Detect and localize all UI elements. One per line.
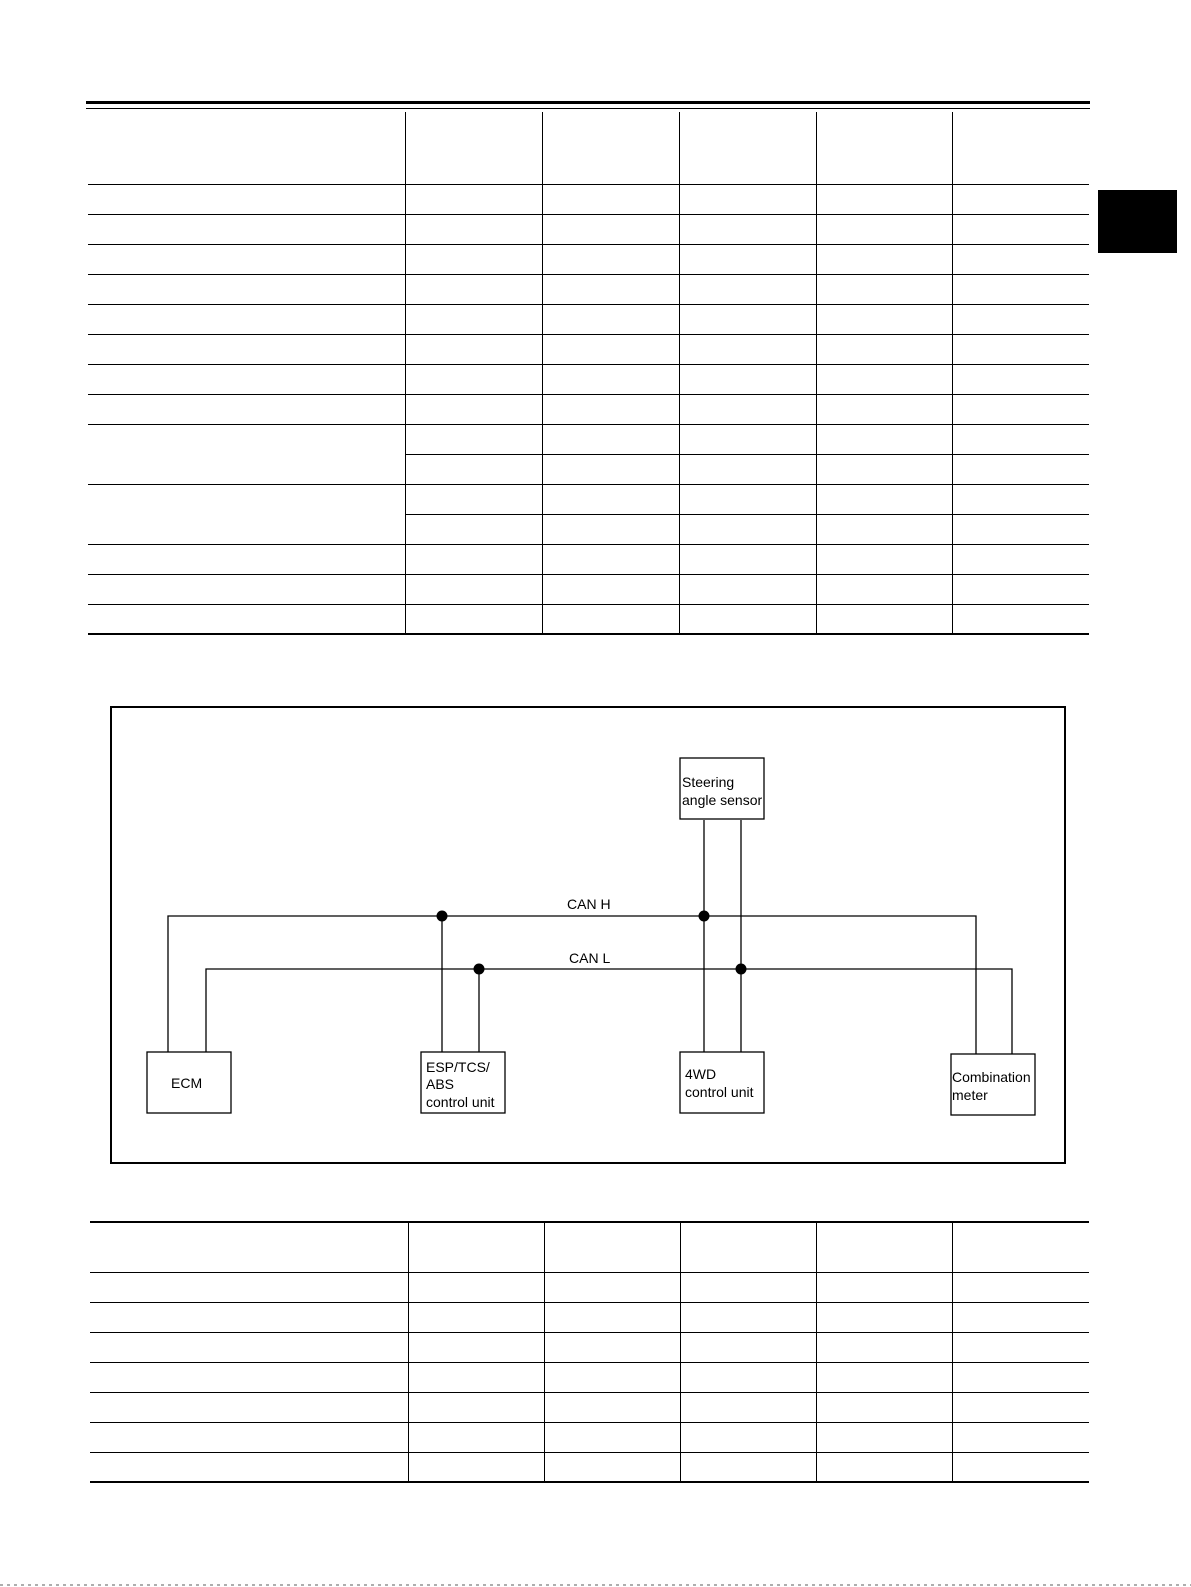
table-cell — [544, 1392, 680, 1422]
table-cell — [405, 484, 542, 514]
table-cell — [542, 574, 679, 604]
table-cell — [408, 1452, 544, 1482]
table-cell — [816, 304, 952, 334]
table-cell — [952, 184, 1089, 214]
table-cell — [679, 574, 816, 604]
table-row — [88, 304, 1089, 334]
table-row — [88, 604, 1089, 634]
table-cell — [952, 1362, 1089, 1392]
table-header-row — [88, 112, 1089, 184]
table-cell — [88, 304, 405, 334]
table-cell — [816, 112, 952, 184]
table-cell — [952, 424, 1089, 454]
table-cell — [405, 214, 542, 244]
table-cell — [816, 1272, 952, 1302]
can-l-label: CAN L — [569, 950, 611, 966]
table-cell — [816, 1222, 952, 1272]
table-row — [88, 574, 1089, 604]
table-cell — [816, 1362, 952, 1392]
table-cell — [408, 1222, 544, 1272]
table-cell — [405, 304, 542, 334]
table-cell — [679, 304, 816, 334]
table-cell — [816, 184, 952, 214]
table-cell — [88, 574, 405, 604]
table-cell-merged — [88, 484, 405, 544]
can-h-wire — [168, 916, 976, 1054]
table-cell — [542, 184, 679, 214]
table-cell-merged — [88, 424, 405, 484]
table-row — [88, 364, 1089, 394]
table-cell — [680, 1422, 816, 1452]
table-cell — [542, 364, 679, 394]
table-cell — [952, 214, 1089, 244]
table-cell — [816, 574, 952, 604]
table-row — [88, 484, 1089, 514]
can-wiring-svg — [112, 708, 1068, 1166]
table-cell — [680, 1452, 816, 1482]
table-cell — [542, 112, 679, 184]
table-cell — [405, 244, 542, 274]
table-cell — [679, 334, 816, 364]
4wd-label-line2: control unit — [685, 1084, 754, 1100]
splice-point — [736, 964, 747, 975]
table-row — [90, 1422, 1089, 1452]
table-cell — [952, 604, 1089, 634]
table-cell — [816, 334, 952, 364]
table-cell — [680, 1332, 816, 1362]
table-cell — [679, 454, 816, 484]
table-row — [90, 1272, 1089, 1302]
table-cell — [405, 394, 542, 424]
top-rule — [86, 101, 1090, 104]
table-cell — [679, 604, 816, 634]
table-cell — [405, 274, 542, 304]
table-row — [90, 1452, 1089, 1482]
table-cell — [679, 184, 816, 214]
table-cell — [90, 1362, 408, 1392]
table-cell — [680, 1302, 816, 1332]
table-cell — [952, 274, 1089, 304]
table-cell — [542, 544, 679, 574]
ecm-label: ECM — [171, 1075, 203, 1091]
esp-label-line1: ESP/TCS/ — [426, 1059, 490, 1075]
table-cell — [88, 364, 405, 394]
table-cell — [544, 1302, 680, 1332]
table-cell — [952, 1332, 1089, 1362]
table-cell — [952, 514, 1089, 544]
table-cell — [952, 244, 1089, 274]
table-cell — [405, 604, 542, 634]
table-cell — [542, 304, 679, 334]
table-cell — [679, 484, 816, 514]
can-system-diagram — [110, 706, 1066, 1164]
splice-point — [437, 911, 448, 922]
table-cell — [88, 334, 405, 364]
table-cell — [816, 424, 952, 454]
table-cell — [679, 544, 816, 574]
can-h-label: CAN H — [567, 896, 611, 912]
top-rule-secondary — [86, 108, 1090, 109]
table-cell — [408, 1302, 544, 1332]
table-cell — [816, 544, 952, 574]
table-row — [88, 184, 1089, 214]
table-cell — [90, 1222, 408, 1272]
table-cell — [90, 1422, 408, 1452]
table-cell — [405, 364, 542, 394]
table-cell — [542, 394, 679, 424]
table-cell — [542, 604, 679, 634]
table-cell — [816, 1392, 952, 1422]
table-cell — [405, 184, 542, 214]
table-row — [88, 544, 1089, 574]
table-cell — [88, 274, 405, 304]
table-cell — [405, 334, 542, 364]
table-cell — [816, 1332, 952, 1362]
table-cell — [816, 394, 952, 424]
signal-table-upper — [88, 112, 1089, 635]
table-cell — [90, 1452, 408, 1482]
table-cell — [816, 244, 952, 274]
table-row — [90, 1392, 1089, 1422]
table-cell — [542, 244, 679, 274]
table-cell — [544, 1332, 680, 1362]
table-cell — [952, 1392, 1089, 1422]
table-cell — [88, 112, 405, 184]
table-cell — [542, 214, 679, 244]
table-cell — [952, 1272, 1089, 1302]
can-l-wire — [206, 969, 1012, 1054]
table-cell — [816, 1302, 952, 1332]
table-cell — [408, 1362, 544, 1392]
table-cell — [680, 1272, 816, 1302]
table-cell — [544, 1272, 680, 1302]
table-cell — [952, 1452, 1089, 1482]
esp-label-line2: ABS — [426, 1076, 455, 1092]
table-row — [90, 1302, 1089, 1332]
table-header-row — [90, 1222, 1089, 1272]
table-cell — [816, 484, 952, 514]
table-cell — [679, 244, 816, 274]
footer-edge — [0, 1584, 1191, 1586]
table-cell — [88, 214, 405, 244]
table-cell — [542, 484, 679, 514]
table-cell — [816, 1452, 952, 1482]
table-cell — [90, 1302, 408, 1332]
table-cell — [544, 1422, 680, 1452]
table-row — [88, 244, 1089, 274]
table-cell — [408, 1272, 544, 1302]
table-cell — [816, 274, 952, 304]
table-cell — [405, 544, 542, 574]
table-cell — [405, 454, 542, 484]
table-cell — [679, 364, 816, 394]
table-cell — [679, 112, 816, 184]
table-cell — [90, 1272, 408, 1302]
table-cell — [952, 1222, 1089, 1272]
table-cell — [816, 1422, 952, 1452]
4wd-label-line1: 4WD — [685, 1066, 717, 1082]
table-cell — [952, 454, 1089, 484]
table-row — [88, 214, 1089, 244]
table-cell — [408, 1422, 544, 1452]
table-cell — [679, 514, 816, 544]
table-row — [88, 274, 1089, 304]
table-cell — [952, 1422, 1089, 1452]
esp-label-line3: control unit — [426, 1094, 495, 1110]
combination-meter-label-line2: meter — [952, 1087, 988, 1103]
table-cell — [952, 484, 1089, 514]
4wd-control-unit-box — [680, 1052, 764, 1113]
table-cell — [90, 1392, 408, 1422]
table-cell — [816, 214, 952, 244]
table-cell — [90, 1332, 408, 1362]
table-cell — [952, 574, 1089, 604]
table-cell — [952, 1302, 1089, 1332]
combination-meter-label-line1: Combination — [952, 1069, 1031, 1085]
table-cell — [88, 394, 405, 424]
table-row — [88, 394, 1089, 424]
table-cell — [408, 1392, 544, 1422]
table-row — [90, 1332, 1089, 1362]
table-cell — [405, 424, 542, 454]
table-cell — [816, 514, 952, 544]
table-cell — [405, 112, 542, 184]
table-cell — [405, 514, 542, 544]
table-cell — [408, 1332, 544, 1362]
table-cell — [542, 274, 679, 304]
table-cell — [679, 394, 816, 424]
section-tab — [1098, 190, 1177, 253]
table-cell — [542, 514, 679, 544]
table-cell — [952, 304, 1089, 334]
table-cell — [952, 544, 1089, 574]
table-cell — [544, 1362, 680, 1392]
steering-label-line2: angle sensor — [682, 792, 763, 808]
table-cell — [680, 1222, 816, 1272]
steering-label-line1: Steering — [682, 774, 735, 790]
table-cell — [680, 1392, 816, 1422]
table-cell — [405, 574, 542, 604]
table-cell — [952, 334, 1089, 364]
table-cell — [816, 454, 952, 484]
table-row — [88, 334, 1089, 364]
table-cell — [544, 1222, 680, 1272]
table-cell — [679, 274, 816, 304]
table-cell — [952, 394, 1089, 424]
table-row — [88, 424, 1089, 454]
splice-point — [474, 964, 485, 975]
table-row — [90, 1362, 1089, 1392]
signal-table-lower — [90, 1221, 1089, 1483]
table-cell — [679, 214, 816, 244]
table-cell — [544, 1452, 680, 1482]
table-cell — [88, 244, 405, 274]
table-cell — [88, 184, 405, 214]
table-cell — [952, 112, 1089, 184]
table-cell — [542, 334, 679, 364]
table-cell — [542, 424, 679, 454]
table-cell — [816, 364, 952, 394]
table-cell — [952, 364, 1089, 394]
splice-point — [699, 911, 710, 922]
table-cell — [542, 454, 679, 484]
table-cell — [88, 604, 405, 634]
table-cell — [88, 544, 405, 574]
table-cell — [679, 424, 816, 454]
table-cell — [680, 1362, 816, 1392]
table-cell — [816, 604, 952, 634]
